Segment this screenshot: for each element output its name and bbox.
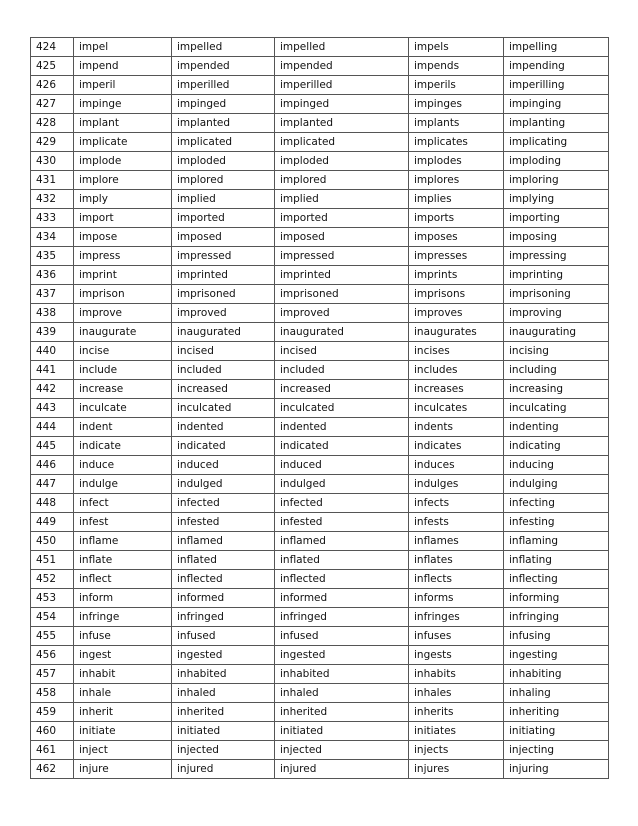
past-participle-cell: induced (275, 456, 409, 475)
present-participle-cell: inflating (504, 551, 609, 570)
row-number-cell: 462 (31, 760, 74, 779)
table-row (31, 209, 609, 228)
third-person-cell: impels (409, 38, 504, 57)
table-row (31, 304, 609, 323)
table-row (31, 589, 609, 608)
row-number-cell: 439 (31, 323, 74, 342)
third-person-cell: indents (409, 418, 504, 437)
past-participle-cell: inflated (275, 551, 409, 570)
past-participle-cell: impinged (275, 95, 409, 114)
past-tense-cell: inhaled (172, 684, 275, 703)
table-row (31, 133, 609, 152)
past-tense-cell: inflected (172, 570, 275, 589)
past-participle-cell: initiated (275, 722, 409, 741)
past-participle-cell: indulged (275, 475, 409, 494)
row-number-cell: 428 (31, 114, 74, 133)
past-participle-cell: inhabited (275, 665, 409, 684)
table-row (31, 95, 609, 114)
base-form-cell: inject (74, 741, 172, 760)
table-row (31, 342, 609, 361)
present-participle-cell: infringing (504, 608, 609, 627)
present-participle-cell: infesting (504, 513, 609, 532)
third-person-cell: imports (409, 209, 504, 228)
present-participle-cell: infusing (504, 627, 609, 646)
present-participle-cell: indenting (504, 418, 609, 437)
past-participle-cell: imposed (275, 228, 409, 247)
row-number-cell: 441 (31, 361, 74, 380)
present-participle-cell: implying (504, 190, 609, 209)
table-row (31, 266, 609, 285)
row-number-cell: 440 (31, 342, 74, 361)
past-tense-cell: inaugurated (172, 323, 275, 342)
third-person-cell: initiates (409, 722, 504, 741)
third-person-cell: infuses (409, 627, 504, 646)
present-participle-cell: importing (504, 209, 609, 228)
base-form-cell: inhabit (74, 665, 172, 684)
present-participle-cell: injecting (504, 741, 609, 760)
third-person-cell: impends (409, 57, 504, 76)
past-tense-cell: indulged (172, 475, 275, 494)
base-form-cell: infringe (74, 608, 172, 627)
third-person-cell: inflames (409, 532, 504, 551)
third-person-cell: informs (409, 589, 504, 608)
past-tense-cell: infected (172, 494, 275, 513)
row-number-cell: 443 (31, 399, 74, 418)
table-row (31, 570, 609, 589)
past-participle-cell: implied (275, 190, 409, 209)
third-person-cell: implodes (409, 152, 504, 171)
past-participle-cell: inaugurated (275, 323, 409, 342)
table-row (31, 760, 609, 779)
past-participle-cell: increased (275, 380, 409, 399)
table-row (31, 551, 609, 570)
row-number-cell: 459 (31, 703, 74, 722)
table-row (31, 285, 609, 304)
third-person-cell: ingests (409, 646, 504, 665)
row-number-cell: 450 (31, 532, 74, 551)
past-tense-cell: incised (172, 342, 275, 361)
table-row (31, 532, 609, 551)
table-row (31, 57, 609, 76)
row-number-cell: 431 (31, 171, 74, 190)
present-participle-cell: impending (504, 57, 609, 76)
table-row (31, 741, 609, 760)
row-number-cell: 445 (31, 437, 74, 456)
third-person-cell: injects (409, 741, 504, 760)
third-person-cell: indulges (409, 475, 504, 494)
past-tense-cell: infested (172, 513, 275, 532)
base-form-cell: imperil (74, 76, 172, 95)
present-participle-cell: inhabiting (504, 665, 609, 684)
base-form-cell: implode (74, 152, 172, 171)
base-form-cell: inform (74, 589, 172, 608)
third-person-cell: inculcates (409, 399, 504, 418)
base-form-cell: imply (74, 190, 172, 209)
base-form-cell: inflect (74, 570, 172, 589)
base-form-cell: inculcate (74, 399, 172, 418)
base-form-cell: include (74, 361, 172, 380)
past-tense-cell: implored (172, 171, 275, 190)
third-person-cell: infects (409, 494, 504, 513)
third-person-cell: inflates (409, 551, 504, 570)
row-number-cell: 444 (31, 418, 74, 437)
row-number-cell: 429 (31, 133, 74, 152)
third-person-cell: infringes (409, 608, 504, 627)
past-tense-cell: imprinted (172, 266, 275, 285)
document-page (30, 37, 608, 779)
present-participle-cell: infecting (504, 494, 609, 513)
past-tense-cell: initiated (172, 722, 275, 741)
past-tense-cell: indented (172, 418, 275, 437)
base-form-cell: imprint (74, 266, 172, 285)
present-participle-cell: imploding (504, 152, 609, 171)
third-person-cell: implants (409, 114, 504, 133)
base-form-cell: inaugurate (74, 323, 172, 342)
past-participle-cell: incised (275, 342, 409, 361)
past-participle-cell: infested (275, 513, 409, 532)
present-participle-cell: imprisoning (504, 285, 609, 304)
past-participle-cell: inculcated (275, 399, 409, 418)
past-participle-cell: imploded (275, 152, 409, 171)
third-person-cell: imposes (409, 228, 504, 247)
present-participle-cell: increasing (504, 380, 609, 399)
past-tense-cell: imploded (172, 152, 275, 171)
base-form-cell: injure (74, 760, 172, 779)
row-number-cell: 437 (31, 285, 74, 304)
past-tense-cell: indicated (172, 437, 275, 456)
third-person-cell: improves (409, 304, 504, 323)
past-participle-cell: inflamed (275, 532, 409, 551)
third-person-cell: induces (409, 456, 504, 475)
row-number-cell: 430 (31, 152, 74, 171)
table-row (31, 608, 609, 627)
past-tense-cell: improved (172, 304, 275, 323)
row-number-cell: 454 (31, 608, 74, 627)
base-form-cell: imprison (74, 285, 172, 304)
row-number-cell: 435 (31, 247, 74, 266)
base-form-cell: import (74, 209, 172, 228)
past-tense-cell: informed (172, 589, 275, 608)
past-tense-cell: imported (172, 209, 275, 228)
third-person-cell: infests (409, 513, 504, 532)
past-tense-cell: induced (172, 456, 275, 475)
base-form-cell: indulge (74, 475, 172, 494)
row-number-cell: 433 (31, 209, 74, 228)
past-participle-cell: imperilled (275, 76, 409, 95)
present-participle-cell: impressing (504, 247, 609, 266)
base-form-cell: inherit (74, 703, 172, 722)
past-participle-cell: infused (275, 627, 409, 646)
past-tense-cell: increased (172, 380, 275, 399)
base-form-cell: induce (74, 456, 172, 475)
table-row (31, 494, 609, 513)
past-participle-cell: indented (275, 418, 409, 437)
present-participle-cell: implicating (504, 133, 609, 152)
row-number-cell: 427 (31, 95, 74, 114)
table-row (31, 437, 609, 456)
third-person-cell: imprints (409, 266, 504, 285)
third-person-cell: inhabits (409, 665, 504, 684)
past-tense-cell: implied (172, 190, 275, 209)
third-person-cell: increases (409, 380, 504, 399)
present-participle-cell: imprinting (504, 266, 609, 285)
past-participle-cell: imported (275, 209, 409, 228)
present-participle-cell: inculcating (504, 399, 609, 418)
base-form-cell: impose (74, 228, 172, 247)
verb-forms-table (30, 37, 609, 779)
third-person-cell: impinges (409, 95, 504, 114)
past-tense-cell: inflamed (172, 532, 275, 551)
row-number-cell: 446 (31, 456, 74, 475)
row-number-cell: 456 (31, 646, 74, 665)
base-form-cell: infect (74, 494, 172, 513)
row-number-cell: 460 (31, 722, 74, 741)
present-participle-cell: inhaling (504, 684, 609, 703)
past-participle-cell: injected (275, 741, 409, 760)
past-tense-cell: inculcated (172, 399, 275, 418)
base-form-cell: incise (74, 342, 172, 361)
third-person-cell: imprisons (409, 285, 504, 304)
row-number-cell: 453 (31, 589, 74, 608)
row-number-cell: 452 (31, 570, 74, 589)
present-participle-cell: imposing (504, 228, 609, 247)
table-row (31, 38, 609, 57)
base-form-cell: infuse (74, 627, 172, 646)
table-row (31, 114, 609, 133)
past-participle-cell: improved (275, 304, 409, 323)
past-tense-cell: impressed (172, 247, 275, 266)
past-tense-cell: injected (172, 741, 275, 760)
past-participle-cell: impelled (275, 38, 409, 57)
verb-table-body (31, 38, 609, 779)
base-form-cell: inflate (74, 551, 172, 570)
present-participle-cell: initiating (504, 722, 609, 741)
table-row (31, 152, 609, 171)
past-tense-cell: inflated (172, 551, 275, 570)
table-row (31, 703, 609, 722)
table-row (31, 323, 609, 342)
table-row (31, 684, 609, 703)
past-tense-cell: impelled (172, 38, 275, 57)
table-row (31, 513, 609, 532)
past-participle-cell: implanted (275, 114, 409, 133)
row-number-cell: 426 (31, 76, 74, 95)
table-row (31, 380, 609, 399)
third-person-cell: implores (409, 171, 504, 190)
row-number-cell: 448 (31, 494, 74, 513)
table-row (31, 627, 609, 646)
present-participle-cell: improving (504, 304, 609, 323)
third-person-cell: inherits (409, 703, 504, 722)
third-person-cell: inaugurates (409, 323, 504, 342)
past-participle-cell: injured (275, 760, 409, 779)
row-number-cell: 434 (31, 228, 74, 247)
base-form-cell: impend (74, 57, 172, 76)
past-tense-cell: inhabited (172, 665, 275, 684)
table-row (31, 399, 609, 418)
past-tense-cell: imperilled (172, 76, 275, 95)
past-tense-cell: impended (172, 57, 275, 76)
present-participle-cell: impinging (504, 95, 609, 114)
present-participle-cell: indicating (504, 437, 609, 456)
third-person-cell: indicates (409, 437, 504, 456)
base-form-cell: implant (74, 114, 172, 133)
table-row (31, 190, 609, 209)
row-number-cell: 438 (31, 304, 74, 323)
table-row (31, 171, 609, 190)
row-number-cell: 457 (31, 665, 74, 684)
past-tense-cell: infringed (172, 608, 275, 627)
past-tense-cell: injured (172, 760, 275, 779)
present-participle-cell: informing (504, 589, 609, 608)
table-row (31, 361, 609, 380)
past-participle-cell: indicated (275, 437, 409, 456)
row-number-cell: 425 (31, 57, 74, 76)
past-participle-cell: inflected (275, 570, 409, 589)
base-form-cell: ingest (74, 646, 172, 665)
third-person-cell: impresses (409, 247, 504, 266)
present-participle-cell: inheriting (504, 703, 609, 722)
table-row (31, 456, 609, 475)
past-tense-cell: inherited (172, 703, 275, 722)
third-person-cell: implies (409, 190, 504, 209)
base-form-cell: initiate (74, 722, 172, 741)
past-tense-cell: included (172, 361, 275, 380)
third-person-cell: injures (409, 760, 504, 779)
present-participle-cell: inaugurating (504, 323, 609, 342)
base-form-cell: impress (74, 247, 172, 266)
row-number-cell: 455 (31, 627, 74, 646)
past-participle-cell: inhaled (275, 684, 409, 703)
base-form-cell: indent (74, 418, 172, 437)
base-form-cell: impinge (74, 95, 172, 114)
table-row (31, 475, 609, 494)
row-number-cell: 432 (31, 190, 74, 209)
past-participle-cell: implicated (275, 133, 409, 152)
third-person-cell: incises (409, 342, 504, 361)
base-form-cell: implicate (74, 133, 172, 152)
past-tense-cell: implanted (172, 114, 275, 133)
present-participle-cell: impelling (504, 38, 609, 57)
present-participle-cell: inducing (504, 456, 609, 475)
present-participle-cell: imploring (504, 171, 609, 190)
table-row (31, 646, 609, 665)
past-tense-cell: imposed (172, 228, 275, 247)
present-participle-cell: imperilling (504, 76, 609, 95)
past-participle-cell: inherited (275, 703, 409, 722)
past-participle-cell: imprisoned (275, 285, 409, 304)
third-person-cell: implicates (409, 133, 504, 152)
present-participle-cell: incising (504, 342, 609, 361)
present-participle-cell: injuring (504, 760, 609, 779)
row-number-cell: 458 (31, 684, 74, 703)
third-person-cell: inflects (409, 570, 504, 589)
row-number-cell: 442 (31, 380, 74, 399)
past-tense-cell: impinged (172, 95, 275, 114)
base-form-cell: indicate (74, 437, 172, 456)
past-participle-cell: impressed (275, 247, 409, 266)
table-row (31, 76, 609, 95)
row-number-cell: 451 (31, 551, 74, 570)
table-row (31, 247, 609, 266)
base-form-cell: implore (74, 171, 172, 190)
base-form-cell: infest (74, 513, 172, 532)
base-form-cell: impel (74, 38, 172, 57)
past-participle-cell: informed (275, 589, 409, 608)
third-person-cell: inhales (409, 684, 504, 703)
past-participle-cell: ingested (275, 646, 409, 665)
base-form-cell: improve (74, 304, 172, 323)
base-form-cell: inhale (74, 684, 172, 703)
past-participle-cell: infringed (275, 608, 409, 627)
present-participle-cell: ingesting (504, 646, 609, 665)
past-participle-cell: implored (275, 171, 409, 190)
past-tense-cell: imprisoned (172, 285, 275, 304)
row-number-cell: 449 (31, 513, 74, 532)
past-participle-cell: imprinted (275, 266, 409, 285)
table-row (31, 228, 609, 247)
third-person-cell: includes (409, 361, 504, 380)
third-person-cell: imperils (409, 76, 504, 95)
present-participle-cell: inflecting (504, 570, 609, 589)
table-row (31, 722, 609, 741)
past-tense-cell: implicated (172, 133, 275, 152)
present-participle-cell: including (504, 361, 609, 380)
past-participle-cell: impended (275, 57, 409, 76)
table-row (31, 418, 609, 437)
row-number-cell: 461 (31, 741, 74, 760)
row-number-cell: 436 (31, 266, 74, 285)
past-participle-cell: infected (275, 494, 409, 513)
present-participle-cell: indulging (504, 475, 609, 494)
base-form-cell: increase (74, 380, 172, 399)
row-number-cell: 447 (31, 475, 74, 494)
present-participle-cell: inflaming (504, 532, 609, 551)
present-participle-cell: implanting (504, 114, 609, 133)
past-participle-cell: included (275, 361, 409, 380)
table-row (31, 665, 609, 684)
row-number-cell: 424 (31, 38, 74, 57)
past-tense-cell: infused (172, 627, 275, 646)
base-form-cell: inflame (74, 532, 172, 551)
past-tense-cell: ingested (172, 646, 275, 665)
